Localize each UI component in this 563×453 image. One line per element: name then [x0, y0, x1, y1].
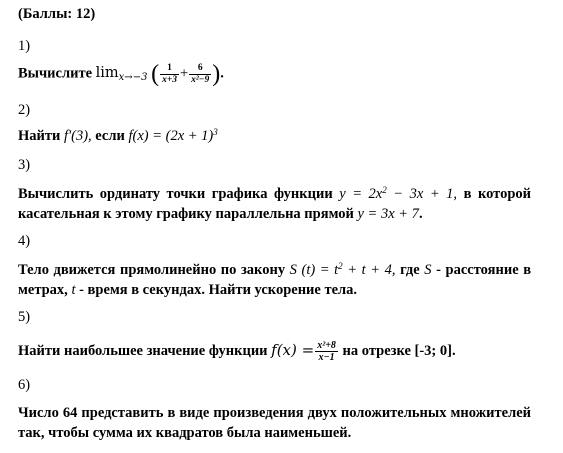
limit-symbol: $\lim_{x\to-3}$	[95, 65, 148, 84]
task-3-expr-function: $y = 2x^2 - 3x + 1$,	[339, 185, 458, 202]
task-6-text: Число 64 представить в виде произведения двух положительных множителей так, чтобы сумма их квадратов была наименьшей.	[18, 405, 531, 441]
task-3-expr-line: y = 3x + 7	[357, 206, 419, 222]
period: .	[220, 65, 224, 82]
task-2-expr-derivative: f'(3),	[64, 128, 92, 144]
task-4-number: 4)	[18, 233, 31, 249]
task-2-number: 2)	[18, 102, 31, 118]
close-paren: )	[212, 61, 221, 87]
fraction-1: $\frac{1}{x+3}$	[162, 62, 177, 85]
task-5-number: 5)	[18, 309, 31, 325]
score-header: (Баллы: 12)	[18, 6, 96, 22]
task-5-fx: f(x) =	[271, 340, 315, 359]
plus-sign: +	[179, 65, 189, 82]
task-6-number: 6)	[18, 377, 31, 393]
task-1-text	[18, 62, 224, 86]
task-4-expr-law: S $(t) = t^2 + t + 4$,	[289, 261, 396, 278]
task-2-expr-function: $f(x) = (2x + 1)^3$	[128, 127, 218, 144]
task-2-text: Найти f'(3), если $f(x) = (2x + 1)^3$	[18, 127, 218, 144]
task-1-label: Вычислите	[18, 65, 93, 82]
open-paren: (	[151, 61, 160, 87]
task-5-text: Найти наибольшее значение функции f(x) = $\frac{\text{x²+8}}{x-1}$ на отрезке [-3; 0].	[18, 340, 456, 363]
task-5-fraction: $\frac{\text{x²+8}}{x-1}$	[317, 340, 336, 363]
task-4-text: Тело движется прямолинейно по закону S $(t) = t^2 + t + 4$, где S - расстояние в метрах, t - время в секундах. Найти ускорение тела.	[18, 261, 532, 298]
task-3-number: 3)	[18, 157, 31, 173]
task-1-number: 1)	[18, 38, 31, 54]
task-3-text: Вычислить ординату точки графика функции $y = 2x^2 - 3x + 1$, в которой касательная к этому графику параллельна прямой y = 3x + 7.	[18, 185, 532, 222]
fraction-2: $\frac{6}{\text{x²−9}}$	[191, 62, 210, 85]
